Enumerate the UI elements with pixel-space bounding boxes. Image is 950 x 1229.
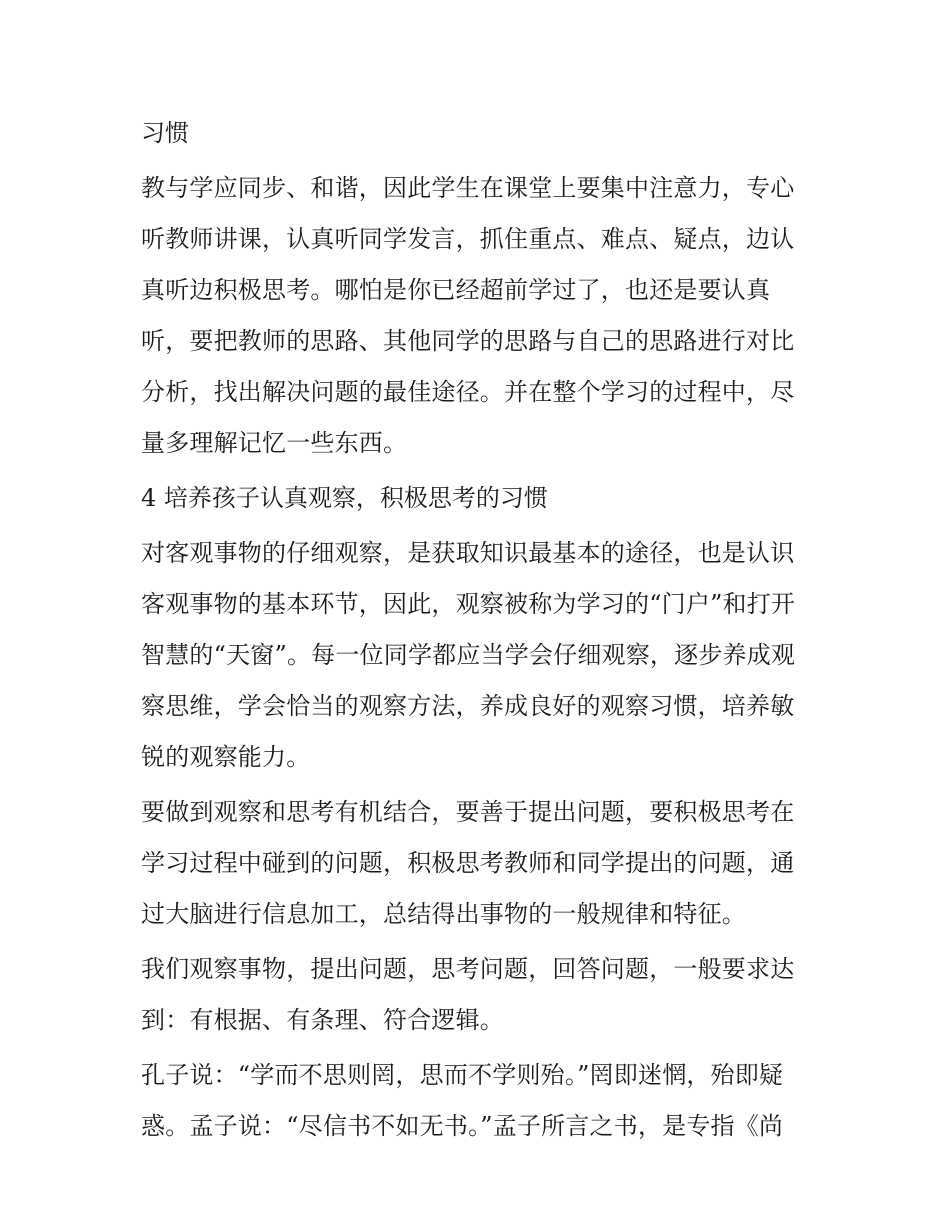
paragraph [141, 163, 813, 469]
paragraph [141, 1050, 813, 1152]
text-line: 锐的观察能力。 [141, 743, 311, 771]
text-line: 4 培养孩子认真观察，积极思考的习惯 [141, 484, 548, 512]
text-line: 学习过程中碰到的问题，积极思考教师和同学提出的问题，通 [141, 849, 795, 877]
text-line: 智慧的“天窗”。每一位同学都应当学会仔细观察，逐步养成观 [141, 641, 796, 669]
text-line: 察思维，学会恰当的观察方法，养成良好的观察习惯，培养敏 [141, 692, 795, 720]
text-line: 惑。孟子说：“尽信书不如无书。”孟子所言之书，是专指《尚 [141, 1112, 784, 1140]
text-line: 习惯 [141, 119, 189, 147]
section-heading [141, 473, 813, 524]
text-line: 听教师讲课，认真听同学发言，抓住重点、难点、疑点，边认 [141, 225, 795, 253]
text-line: 孔子说：“学而不思则罔，思而不学则殆。”罔即迷惘，殆即疑 [141, 1061, 784, 1089]
text-line: 我们观察事物，提出问题，思考问题，回答问题，一般要求达 [141, 955, 795, 983]
text-line: 分析，找出解决问题的最佳途径。并在整个学习的过程中，尽 [141, 378, 795, 406]
text-line: 对客观事物的仔细观察，是获取知识最基本的途径，也是认识 [141, 539, 795, 567]
text-line: 教与学应同步、和谐，因此学生在课堂上要集中注意力，专心 [141, 174, 795, 202]
paragraph [141, 944, 813, 1046]
paragraph [141, 528, 813, 783]
text-line: 真听边积极思考。哪怕是你已经超前学过了，也还是要认真 [141, 276, 771, 304]
section-heading-continued [141, 108, 813, 159]
document-body [141, 108, 813, 1156]
text-line: 客观事物的基本环节，因此，观察被称为学习的“门户”和打开 [141, 590, 796, 618]
paragraph [141, 787, 813, 940]
text-line: 听，要把教师的思路、其他同学的思路与自己的思路进行对比 [141, 327, 795, 355]
text-line: 量多理解记忆一些东西。 [141, 429, 408, 457]
text-line: 过大脑进行信息加工，总结得出事物的一般规律和特征。 [141, 900, 746, 928]
text-line: 到：有根据、有条理、符合逻辑。 [141, 1006, 504, 1034]
text-line: 要做到观察和思考有机结合，要善于提出问题，要积极思考在 [141, 798, 795, 826]
